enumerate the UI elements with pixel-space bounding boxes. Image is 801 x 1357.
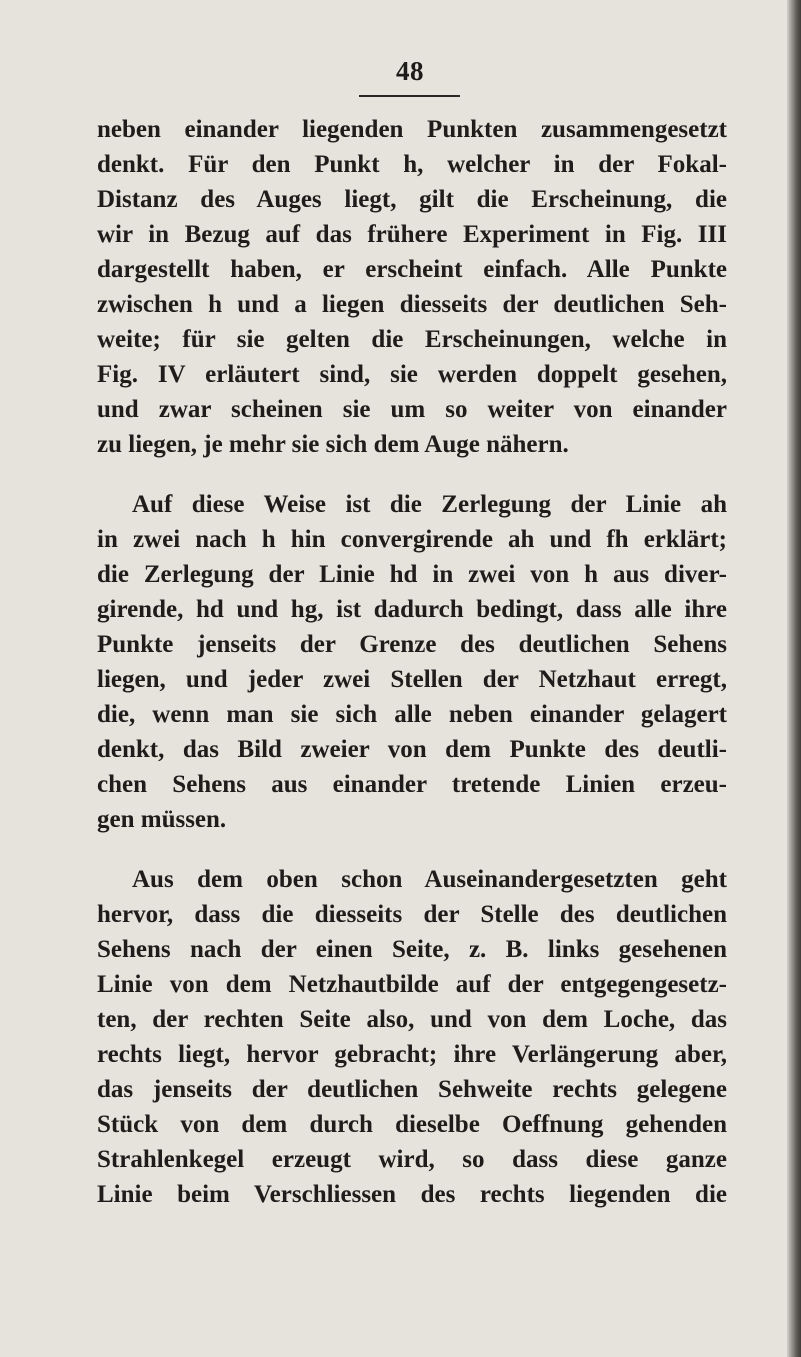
text-line: wir in Bezug auf das frühere Experiment in Fig. III [97,221,727,248]
text-line: Distanz des Auges liegt, gilt die Erscheinung, die [97,186,727,213]
page-number: 48 [396,56,424,86]
text-line: in zwei nach h hin convergirende ah und fh erklärt; [97,526,727,553]
text-line: weite; für sie gelten die Erscheinungen, welche in [97,326,727,353]
text-line: neben einander liegenden Punkten zusammengesetzt [97,116,727,143]
paragraph [97,862,727,1212]
text-line: Aus dem oben schon Auseinandergesetzten geht [132,866,727,893]
text-line: Fig. IV erläutert sind, sie werden doppelt gesehen, [97,361,727,388]
text-line: rechts liegt, hervor gebracht; ihre Verlängerung aber, [97,1041,727,1068]
text-line: die Zerlegung der Linie hd in zwei von h aus diver- [97,561,727,588]
text-line: girende, hd und hg, ist dadurch bedingt, dass alle ihre [97,596,727,623]
text-line: Linie von dem Netzhautbilde auf der entgegengesetz- [97,971,727,998]
paragraph [97,112,727,462]
body-text [97,112,727,1212]
text-line: und zwar scheinen sie um so weiter von einander [97,396,727,423]
text-line: gen müssen. [97,806,227,833]
text-line: hervor, dass die diesseits der Stelle des deutlichen [97,901,727,928]
text-line: das jenseits der deutlichen Sehweite rechts gelegene [97,1076,727,1103]
text-line: liegen, und jeder zwei Stellen der Netzhaut erregt, [97,666,727,693]
text-line: Stück von dem durch dieselbe Oeffnung gehenden [97,1111,727,1138]
text-line: ten, der rechten Seite also, und von dem Loche, das [97,1006,727,1033]
paragraph-gap [97,462,727,487]
paragraph [97,487,727,837]
text-line: Strahlenkegel erzeugt wird, so dass diese ganze [97,1146,727,1173]
text-line: Punkte jenseits der Grenze des deutlichen Sehens [97,631,727,658]
text-line: Sehens nach der einen Seite, z. B. links gesehenen [97,936,727,963]
page-edge-shadow [787,0,801,1357]
text-line: zu liegen, je mehr sie sich dem Auge nähern. [97,431,569,458]
text-line: zwischen h und a liegen diesseits der deutlichen Seh- [97,291,727,318]
text-line: die, wenn man sie sich alle neben einander gelagert [97,701,727,728]
text-line: dargestellt haben, er erscheint einfach. Alle Punkte [97,256,727,283]
text-line: Auf diese Weise ist die Zerlegung der Linie ah [132,491,727,518]
text-line: denkt. Für den Punkt h, welcher in der Fokal- [97,151,727,178]
paragraph-gap [97,837,727,862]
text-line: chen Sehens aus einander tretende Linien erzeu- [97,771,727,798]
text-line: Linie beim Verschliessen des rechts liegenden die [97,1181,727,1208]
header-rule [359,95,460,97]
text-line: denkt, das Bild zweier von dem Punkte des deutli- [97,736,727,763]
